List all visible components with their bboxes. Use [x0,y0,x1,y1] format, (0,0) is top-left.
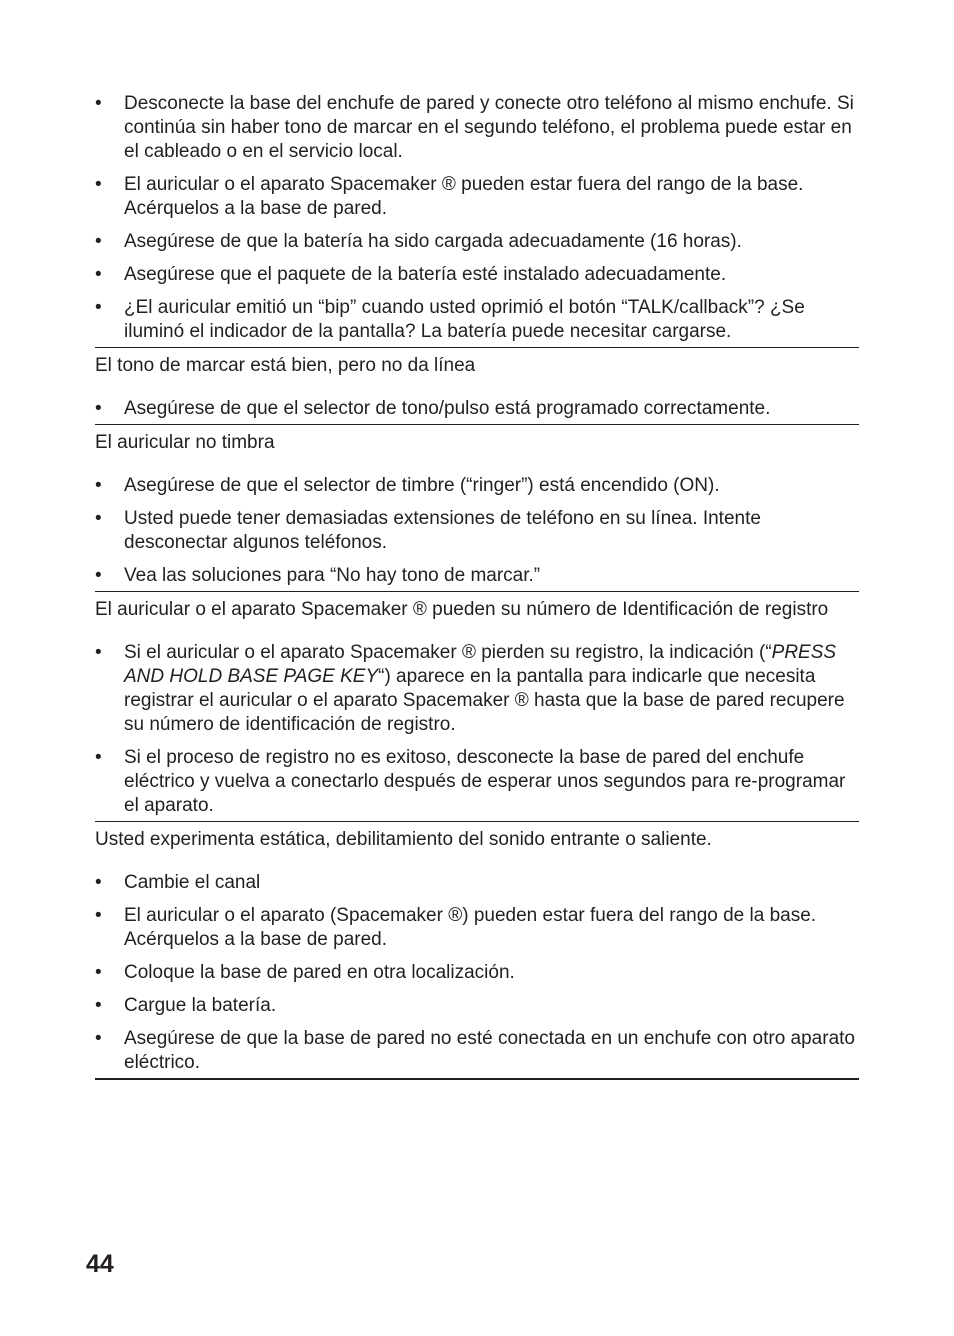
bullet-icon: • [95,508,102,529]
bullet-icon: • [95,264,102,285]
bullet-icon: • [95,872,102,893]
bullet-icon: • [95,905,102,926]
list-item: • Si el proceso de registro no es exitoso, desconecte la base de pared del enchufe eléctrico y vuelva a conectarlo después de esperar unos segundos para re-programar el aparato. [95,747,846,816]
section-divider [95,424,859,425]
section-heading: El auricular no timbra [95,432,275,453]
bullet-icon: • [95,642,102,663]
section-no-dial-tone [95,92,859,344]
list-item: • El auricular o el aparato Spacemaker ® pueden estar fuera del rango de la base. Acérquelos a la base de pared. [95,174,804,219]
bullet-icon: • [95,93,102,114]
bullet-icon: • [95,174,102,195]
list-item: • Cargue la batería. [95,995,277,1016]
section-heading: Usted experimenta estática, debilitamiento del sonido entrante o saliente. [95,829,712,850]
section-handset-no-ring [95,431,859,588]
section-heading: El auricular o el aparato Spacemaker ® pueden su número de Identificación de registro [95,599,829,620]
list-item: • Cambie el canal [95,872,261,893]
section-divider [95,1078,859,1080]
bullet-icon: • [95,565,102,586]
bullet-icon: • [95,475,102,496]
bullet-icon: • [95,995,102,1016]
list-item: • Asegúrese de que la base de pared no esté conectada en un enchufe con otro aparato eléctrico. [95,1028,855,1073]
section-heading: El tono de marcar está bien, pero no da línea [95,355,476,376]
bullet-icon: • [95,297,102,318]
list-item: • Asegúrese de que la batería ha sido cargada adecuadamente (16 horas). [95,231,742,252]
bullet-list [95,871,859,1075]
section-registration [95,598,859,818]
section-divider [95,821,859,822]
section-static-noise [95,828,859,1075]
section-dial-tone-no-line [95,354,859,421]
troubleshooting-page [95,92,859,1080]
list-item: • El auricular o el aparato (Spacemaker ®) pueden estar fuera del rango de la base. Acérquelos a la base de pared. [95,905,817,950]
bullet-list [95,92,859,344]
list-item: • ¿El auricular emitió un “bip” cuando usted oprimió el botón “TALK/callback”? ¿Se iluminó el indicador de la pantalla? La batería puede necesitar cargarse. [95,297,805,342]
list-item: • Desconecte la base del enchufe de pared y conecte otro teléfono al mismo enchufe. Si continúa sin haber tono de marcar en el segundo teléfono, el problema puede estar en el cableado o en el servicio local. [95,93,854,162]
bullet-icon: • [95,747,102,768]
list-item: • Asegúrese de que el selector de timbre (“ringer”) está encendido (ON). [95,475,720,496]
list-item: • Asegúrese que el paquete de la batería esté instalado adecuadamente. [95,264,727,285]
display-message: PRESS AND HOLD BASE PAGE KEY [124,642,837,687]
bullet-icon: • [95,962,102,983]
section-divider [95,591,859,592]
page-number: 44 [86,1250,114,1278]
list-item: • Si el auricular o el aparato Spacemaker ® pierden su registro, la indicación (“PRESS AND HOLD BASE PAGE KEY“) aparece en la pantalla para indicarle que necesita registrar el auricular o el aparato Spacemaker ® hasta que la base de pared recupere su número de identificación de registro. [95,642,845,735]
bullet-list [95,474,859,588]
section-divider [95,347,859,348]
list-item: • Vea las soluciones para “No hay tono de marcar.” [95,565,541,586]
bullet-list [95,641,859,818]
bullet-list [95,397,859,421]
bullet-icon: • [95,1028,102,1049]
list-item: • Asegúrese de que el selector de tono/pulso está programado correctamente. [95,398,771,419]
list-item: • Usted puede tener demasiadas extensiones de teléfono en su línea. Intente desconectar algunos teléfonos. [95,508,761,553]
list-item: • Coloque la base de pared en otra localización. [95,962,515,983]
bullet-icon: • [95,231,102,252]
bullet-icon: • [95,398,102,419]
